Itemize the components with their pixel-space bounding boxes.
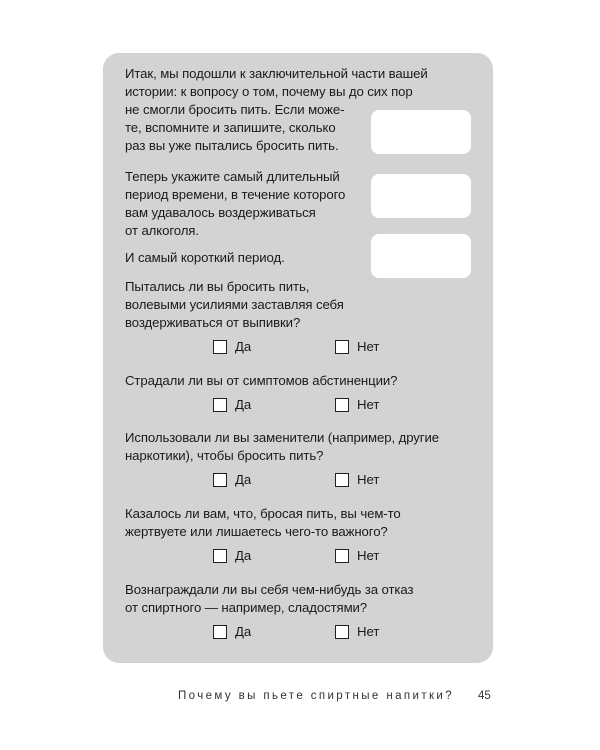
running-title: Почему вы пьете спиртные напитки? — [178, 690, 455, 702]
q2-no-option[interactable] — [335, 397, 379, 412]
q4-no-checkbox[interactable] — [335, 549, 349, 563]
q4-yes-option[interactable] — [213, 548, 251, 563]
question-4: Казалось ли вам, что, бросая пить, вы чем-то жертвуете или лишаетесь чего-то важного? — [125, 506, 401, 539]
q2-yes-option[interactable] — [213, 397, 251, 412]
attempts-count-field[interactable] — [371, 110, 471, 154]
q3-no-label: Нет — [357, 472, 380, 487]
q2-yes-checkbox[interactable] — [213, 398, 227, 412]
shortest-period-question: И самый короткий период. — [125, 250, 285, 265]
intro-question: Итак, мы подошли к заключительной части вашей истории: к вопросу о том, почему вы до сих пор не смогли бросить пить. Если може- те, вспомните и запишите, сколько раз вы уже пытались бросить пить. — [125, 66, 428, 153]
question-2: Страдали ли вы от симптомов абстиненции? — [125, 373, 398, 388]
q2-no-checkbox[interactable] — [335, 398, 349, 412]
longest-period-question: Теперь укажите самый длительный период времени, в течение которого вам удавалось воздерживаться от алкоголя. — [125, 169, 346, 238]
q5-yes-label: Да — [235, 624, 252, 639]
page-number: 45 — [478, 690, 491, 702]
q2-yes-label: Да — [235, 397, 252, 412]
q5-no-label: Нет — [357, 624, 380, 639]
q3-no-checkbox[interactable] — [335, 473, 349, 487]
q5-no-option[interactable] — [335, 624, 379, 639]
q3-yes-label: Да — [235, 472, 252, 487]
q1-yes-label: Да — [235, 339, 252, 354]
q1-no-checkbox[interactable] — [335, 340, 349, 354]
q5-yes-option[interactable] — [213, 624, 251, 639]
longest-period-field[interactable] — [371, 174, 471, 218]
q3-no-option[interactable] — [335, 472, 379, 487]
shortest-period-field[interactable] — [371, 234, 471, 278]
q3-yes-option[interactable] — [213, 472, 251, 487]
q1-yes-checkbox[interactable] — [213, 340, 227, 354]
q3-yes-checkbox[interactable] — [213, 473, 227, 487]
q5-yes-checkbox[interactable] — [213, 625, 227, 639]
q4-yes-label: Да — [235, 548, 252, 563]
q5-no-checkbox[interactable] — [335, 625, 349, 639]
q1-yes-option[interactable] — [213, 339, 251, 354]
q1-no-option[interactable] — [335, 339, 379, 354]
q4-no-option[interactable] — [335, 548, 379, 563]
q4-yes-checkbox[interactable] — [213, 549, 227, 563]
q1-no-label: Нет — [357, 339, 380, 354]
question-5: Вознаграждали ли вы себя чем-нибудь за отказ от спиртного — например, сладостями? — [125, 582, 414, 615]
q2-no-label: Нет — [357, 397, 380, 412]
question-3: Использовали ли вы заменители (например, другие наркотики), чтобы бросить пить? — [125, 430, 439, 463]
q4-no-label: Нет — [357, 548, 380, 563]
question-1: Пытались ли вы бросить пить, волевыми усилиями заставляя себя воздерживаться от выпивки? — [125, 279, 344, 330]
